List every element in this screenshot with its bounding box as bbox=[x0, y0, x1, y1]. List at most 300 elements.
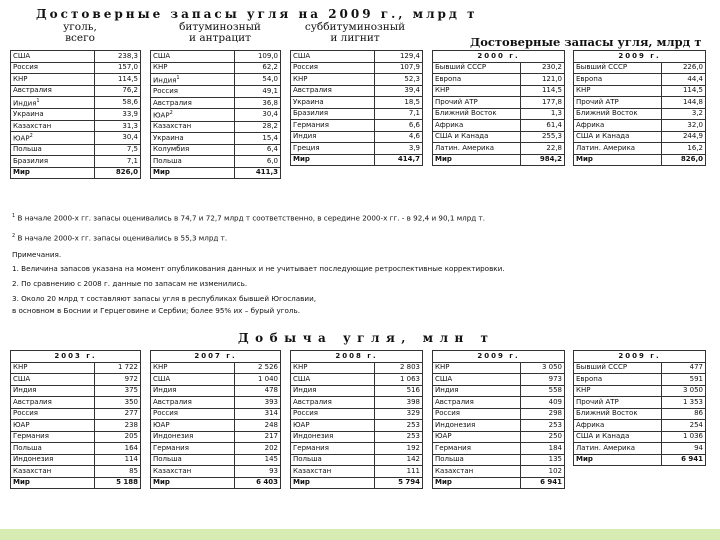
row-name-text: Россия bbox=[293, 63, 318, 72]
table-row bbox=[11, 144, 141, 156]
row-name bbox=[291, 97, 375, 109]
row-value: 414,7 bbox=[375, 154, 423, 166]
row-name bbox=[574, 131, 662, 143]
row-name bbox=[433, 120, 521, 132]
row-name bbox=[433, 362, 521, 374]
row-value: 329 bbox=[375, 408, 423, 420]
note-1: 1. Величина запасов указана на момент опубликования данных и не учитывает последующие ретроспективные корректировки. bbox=[12, 264, 505, 273]
row-name bbox=[11, 74, 95, 86]
row-name bbox=[433, 397, 521, 409]
production-2003-table bbox=[10, 350, 141, 489]
row-name-text: Индонезия bbox=[435, 420, 476, 429]
row-value: 6 403 bbox=[235, 477, 281, 489]
row-name bbox=[433, 108, 521, 120]
table-row bbox=[11, 85, 141, 97]
row-value: 202 bbox=[235, 443, 281, 455]
row-value: 1,3 bbox=[521, 108, 565, 120]
row-name-text: Индия bbox=[435, 386, 459, 395]
row-value: 93 bbox=[235, 466, 281, 478]
table-row bbox=[574, 397, 706, 409]
reserves-bituminous-table bbox=[150, 50, 281, 179]
row-value: 145 bbox=[235, 454, 281, 466]
row-value: 205 bbox=[95, 431, 141, 443]
row-value: 244,9 bbox=[662, 131, 706, 143]
row-name-text: Австралия bbox=[293, 86, 332, 95]
table-row bbox=[151, 454, 281, 466]
table-row bbox=[11, 408, 141, 420]
production-2009-table bbox=[432, 350, 565, 489]
row-name bbox=[574, 385, 662, 397]
row-value: 238,3 bbox=[95, 51, 141, 63]
row-name-text: Казахстан bbox=[13, 121, 52, 130]
row-name-text: Африка bbox=[576, 120, 605, 129]
row-name-text: Россия bbox=[13, 63, 38, 72]
footnote-1 bbox=[12, 212, 485, 222]
row-name bbox=[291, 62, 375, 74]
row-name bbox=[151, 109, 235, 121]
row-name-text: Колумбия bbox=[153, 145, 190, 154]
row-name bbox=[574, 62, 662, 74]
row-name bbox=[151, 397, 235, 409]
row-value: 3,2 bbox=[662, 108, 706, 120]
table-row bbox=[151, 374, 281, 386]
row-name-text: Россия bbox=[13, 409, 38, 418]
row-value: 298 bbox=[521, 408, 565, 420]
note-3: 3. Около 20 млрд т составляют запасы угля в республиках бывшей Югославии, bbox=[12, 294, 317, 303]
row-name-text: ЮАР bbox=[293, 420, 310, 429]
table-header: 2009 г. bbox=[574, 351, 706, 363]
row-name-text: США bbox=[153, 51, 171, 60]
table-row bbox=[11, 51, 141, 63]
row-name-text: Германия bbox=[293, 120, 329, 129]
row-value: 826,0 bbox=[95, 167, 141, 179]
row-name-text: США и Канада bbox=[576, 432, 630, 441]
table-row bbox=[574, 431, 706, 443]
row-value: 226,0 bbox=[662, 62, 706, 74]
row-name-text: Индонезия bbox=[13, 455, 54, 464]
row-name-text: Мир bbox=[153, 168, 170, 177]
table-row bbox=[11, 120, 141, 132]
table-row bbox=[291, 385, 423, 397]
row-value: 52,3 bbox=[375, 74, 423, 86]
table-row bbox=[11, 132, 141, 144]
footnote-1-marker: 1 bbox=[12, 213, 16, 219]
table-row bbox=[291, 454, 423, 466]
row-name-text: Ближний Восток bbox=[576, 409, 638, 418]
table-row bbox=[574, 108, 706, 120]
row-name-text: КНР bbox=[576, 86, 591, 95]
row-value: 1 040 bbox=[235, 374, 281, 386]
row-name-text: Польша bbox=[13, 443, 42, 452]
row-name-text: ЮАР bbox=[435, 432, 452, 441]
table-row bbox=[433, 85, 565, 97]
row-value: 253 bbox=[375, 420, 423, 432]
table-row bbox=[433, 385, 565, 397]
row-value: 76,2 bbox=[95, 85, 141, 97]
table-row bbox=[11, 74, 141, 86]
row-value: 3,9 bbox=[375, 143, 423, 155]
row-name bbox=[11, 144, 95, 156]
row-name bbox=[151, 454, 235, 466]
row-name bbox=[291, 466, 375, 478]
row-value: 164 bbox=[95, 443, 141, 455]
row-value: 36,8 bbox=[235, 97, 281, 109]
row-value: 5 794 bbox=[375, 477, 423, 489]
row-name-text: Польша bbox=[153, 455, 182, 464]
row-name-text: Индонезия bbox=[293, 432, 334, 441]
row-value: 135 bbox=[521, 454, 565, 466]
row-value: 398 bbox=[375, 397, 423, 409]
table-row bbox=[291, 51, 423, 63]
row-name bbox=[433, 85, 521, 97]
row-name bbox=[433, 385, 521, 397]
row-value: 2 803 bbox=[375, 362, 423, 374]
row-name bbox=[291, 85, 375, 97]
table-row bbox=[433, 362, 565, 374]
table-row bbox=[574, 62, 706, 74]
row-name bbox=[151, 420, 235, 432]
row-name bbox=[574, 454, 662, 466]
table-row bbox=[433, 443, 565, 455]
row-name-text: ЮАР bbox=[153, 420, 170, 429]
row-value: 15,4 bbox=[235, 133, 281, 145]
table-row bbox=[291, 97, 423, 109]
note-3-cont: в основном в Боснии и Герцеговине и Сербии; более 95% их – бурый уголь. bbox=[12, 306, 301, 315]
row-name-text: Германия bbox=[293, 443, 329, 452]
table-row bbox=[291, 120, 423, 132]
row-name bbox=[291, 154, 375, 166]
table-row bbox=[574, 143, 706, 155]
row-name bbox=[574, 108, 662, 120]
row-value: 250 bbox=[521, 431, 565, 443]
table-header-row bbox=[151, 351, 281, 363]
table-header-row bbox=[11, 351, 141, 363]
row-name-text: Индия bbox=[13, 99, 37, 108]
row-value: 478 bbox=[235, 385, 281, 397]
row-name bbox=[151, 431, 235, 443]
row-value: 1 036 bbox=[662, 431, 706, 443]
row-name bbox=[291, 397, 375, 409]
table-row bbox=[11, 109, 141, 121]
row-name bbox=[574, 431, 662, 443]
row-name-text: Казахстан bbox=[435, 466, 474, 475]
table-total-row bbox=[433, 154, 565, 166]
row-name-text: КНР bbox=[293, 363, 308, 372]
row-value: 54,0 bbox=[235, 74, 281, 86]
row-value: 107,9 bbox=[375, 62, 423, 74]
production-2007-table bbox=[150, 350, 281, 489]
row-name-text: Индия bbox=[13, 386, 37, 395]
row-value: 7,5 bbox=[95, 144, 141, 156]
reserves-2000-table bbox=[432, 50, 565, 166]
row-name bbox=[291, 51, 375, 63]
row-name bbox=[151, 408, 235, 420]
row-name bbox=[433, 143, 521, 155]
row-value: 3 050 bbox=[662, 385, 706, 397]
table-row bbox=[433, 97, 565, 109]
row-name-text: Казахстан bbox=[13, 466, 52, 475]
table-row bbox=[11, 97, 141, 109]
table-row bbox=[291, 362, 423, 374]
table-row bbox=[291, 397, 423, 409]
footnote-marker: 1 bbox=[176, 75, 180, 81]
table-row bbox=[433, 74, 565, 86]
row-name-text: КНР bbox=[576, 386, 591, 395]
table-row bbox=[151, 443, 281, 455]
row-name-text: Латин. Америка bbox=[435, 143, 495, 152]
table-row bbox=[291, 466, 423, 478]
production-title: Добыча угля, млн т bbox=[238, 331, 495, 345]
row-value: 3 050 bbox=[521, 362, 565, 374]
row-name bbox=[433, 97, 521, 109]
header-coal: уголь, всего bbox=[63, 21, 97, 44]
row-name bbox=[433, 62, 521, 74]
row-name-text: Мир bbox=[435, 478, 452, 487]
row-name-text: Бразилия bbox=[293, 109, 329, 118]
row-name bbox=[574, 97, 662, 109]
reserves-2009-regions-table bbox=[573, 50, 706, 166]
row-value: 85 bbox=[95, 466, 141, 478]
table-row bbox=[433, 108, 565, 120]
row-name bbox=[433, 131, 521, 143]
footnote-marker: 1 bbox=[36, 98, 40, 104]
table-row bbox=[11, 431, 141, 443]
row-name bbox=[574, 397, 662, 409]
table-row bbox=[291, 85, 423, 97]
table-row bbox=[151, 431, 281, 443]
row-name-text: Индия bbox=[293, 132, 317, 141]
row-name bbox=[291, 143, 375, 155]
table-row bbox=[574, 74, 706, 86]
row-name-text: Европа bbox=[576, 74, 603, 83]
row-name-text: Бразилия bbox=[13, 156, 49, 165]
row-name-text: Индия bbox=[153, 386, 177, 395]
table-header: 2008 г. bbox=[291, 351, 423, 363]
row-value: 2 526 bbox=[235, 362, 281, 374]
table-row bbox=[574, 420, 706, 432]
bottom-accent-bar bbox=[0, 529, 720, 540]
table-row bbox=[151, 420, 281, 432]
row-value: 277 bbox=[95, 408, 141, 420]
row-name bbox=[11, 466, 95, 478]
row-value: 30,4 bbox=[95, 132, 141, 144]
row-name bbox=[151, 385, 235, 397]
row-name bbox=[291, 108, 375, 120]
table-row bbox=[151, 144, 281, 156]
table-row bbox=[291, 408, 423, 420]
row-name bbox=[11, 167, 95, 179]
row-value: 255,3 bbox=[521, 131, 565, 143]
table-row bbox=[11, 454, 141, 466]
row-name-text: Мир bbox=[293, 478, 310, 487]
row-value: 192 bbox=[375, 443, 423, 455]
row-value: 33,9 bbox=[95, 109, 141, 121]
row-name-text: Прочий АТР bbox=[576, 97, 619, 106]
row-name-text: Австралия bbox=[293, 397, 332, 406]
row-name bbox=[574, 143, 662, 155]
row-name bbox=[151, 133, 235, 145]
table-header: 2007 г. bbox=[151, 351, 281, 363]
row-name bbox=[433, 466, 521, 478]
row-name-text: США bbox=[13, 51, 31, 60]
row-value: 94 bbox=[662, 443, 706, 455]
row-value: 44,4 bbox=[662, 74, 706, 86]
row-name bbox=[151, 97, 235, 109]
row-value: 4,6 bbox=[375, 131, 423, 143]
row-name bbox=[291, 131, 375, 143]
row-name-text: Казахстан bbox=[153, 466, 192, 475]
row-name-text: Украина bbox=[293, 97, 324, 106]
row-value: 39,4 bbox=[375, 85, 423, 97]
row-value: 109,0 bbox=[235, 51, 281, 63]
row-value: 102 bbox=[521, 466, 565, 478]
row-name bbox=[433, 154, 521, 166]
row-value: 177,8 bbox=[521, 97, 565, 109]
row-name-text: Австралия bbox=[13, 397, 52, 406]
row-name-text: Бывший СССР bbox=[435, 63, 487, 72]
row-value: 114 bbox=[95, 454, 141, 466]
row-name-text: Европа bbox=[435, 74, 462, 83]
row-value: 558 bbox=[521, 385, 565, 397]
row-name bbox=[11, 85, 95, 97]
row-value: 7,1 bbox=[375, 108, 423, 120]
row-name-text: Прочий АТР bbox=[576, 397, 619, 406]
row-name bbox=[11, 477, 95, 489]
row-value: 114,5 bbox=[521, 85, 565, 97]
row-value: 230,2 bbox=[521, 62, 565, 74]
row-value: 86 bbox=[662, 408, 706, 420]
row-name bbox=[11, 362, 95, 374]
row-name bbox=[151, 144, 235, 156]
row-name-text: Австралия bbox=[153, 397, 192, 406]
row-value: 6,4 bbox=[235, 144, 281, 156]
table-row bbox=[151, 133, 281, 145]
row-name bbox=[151, 74, 235, 86]
row-value: 32,0 bbox=[662, 120, 706, 132]
row-name-text: Австралия bbox=[13, 86, 52, 95]
table-header: 2009 г. bbox=[574, 51, 706, 63]
table-header: 2003 г. bbox=[11, 351, 141, 363]
table-row bbox=[151, 51, 281, 63]
table-total-row bbox=[11, 167, 141, 179]
table-row bbox=[433, 466, 565, 478]
table-row bbox=[291, 131, 423, 143]
table-row bbox=[433, 143, 565, 155]
table-total-row bbox=[433, 477, 565, 489]
footnote-marker: 2 bbox=[169, 110, 173, 117]
row-name bbox=[11, 132, 95, 144]
table-row bbox=[574, 85, 706, 97]
row-name bbox=[151, 374, 235, 386]
row-name-text: Мир bbox=[576, 155, 593, 164]
table-row bbox=[291, 62, 423, 74]
table-row bbox=[151, 109, 281, 121]
row-name bbox=[291, 362, 375, 374]
row-name-text: Германия bbox=[435, 443, 471, 452]
table-header: 2009 г. bbox=[433, 351, 565, 363]
row-value: 6,0 bbox=[235, 156, 281, 168]
table-row bbox=[151, 385, 281, 397]
table-row bbox=[433, 62, 565, 74]
row-name-text: ЮАР bbox=[153, 111, 170, 120]
row-value: 411,3 bbox=[235, 167, 281, 179]
row-name-text: Россия bbox=[435, 409, 460, 418]
row-value: 114,5 bbox=[95, 74, 141, 86]
row-name bbox=[291, 385, 375, 397]
row-value: 238 bbox=[95, 420, 141, 432]
row-name bbox=[11, 120, 95, 132]
row-value: 248 bbox=[235, 420, 281, 432]
row-name bbox=[291, 477, 375, 489]
row-value: 6,6 bbox=[375, 120, 423, 132]
row-value: 516 bbox=[375, 385, 423, 397]
row-name bbox=[151, 51, 235, 63]
row-name-text: КНР bbox=[153, 363, 168, 372]
row-name bbox=[151, 362, 235, 374]
row-value: 49,1 bbox=[235, 86, 281, 98]
row-value: 114,5 bbox=[662, 85, 706, 97]
row-value: 61,4 bbox=[521, 120, 565, 132]
table-total-row bbox=[151, 167, 281, 179]
row-name-text: Африка bbox=[435, 120, 464, 129]
row-name-text: Австралия bbox=[435, 397, 474, 406]
row-name-text: США bbox=[153, 374, 171, 383]
row-name-text: Латин. Америка bbox=[576, 443, 636, 452]
row-name-text: Мир bbox=[13, 478, 30, 487]
row-name bbox=[574, 408, 662, 420]
row-name-text: Прочий АТР bbox=[435, 97, 478, 106]
row-name bbox=[574, 85, 662, 97]
row-value: 31,3 bbox=[95, 120, 141, 132]
row-name bbox=[11, 97, 95, 109]
row-name bbox=[574, 443, 662, 455]
row-value: 409 bbox=[521, 397, 565, 409]
table-row bbox=[574, 408, 706, 420]
row-name-text: Латин. Америка bbox=[576, 143, 636, 152]
row-value: 18,5 bbox=[375, 97, 423, 109]
row-name-text: Бывший СССР bbox=[576, 363, 628, 372]
row-value: 984,2 bbox=[521, 154, 565, 166]
table-header-row bbox=[574, 351, 706, 363]
row-name-text: КНР bbox=[435, 363, 450, 372]
row-name bbox=[11, 420, 95, 432]
row-name-text: Россия bbox=[153, 409, 178, 418]
table-row bbox=[151, 408, 281, 420]
row-value: 253 bbox=[521, 420, 565, 432]
table-row bbox=[151, 362, 281, 374]
table-row bbox=[574, 374, 706, 386]
row-name bbox=[151, 466, 235, 478]
row-value: 157,0 bbox=[95, 62, 141, 74]
table-row bbox=[291, 420, 423, 432]
row-name-text: Россия bbox=[293, 409, 318, 418]
row-name-text: США bbox=[293, 374, 311, 383]
table-row bbox=[574, 120, 706, 132]
row-name-text: ЮАР bbox=[13, 420, 30, 429]
row-value: 1 353 bbox=[662, 397, 706, 409]
row-name-text: Мир bbox=[576, 455, 593, 464]
row-name bbox=[11, 385, 95, 397]
footnote-marker: 2 bbox=[29, 133, 33, 140]
table-row bbox=[11, 466, 141, 478]
table-row bbox=[433, 431, 565, 443]
table-row bbox=[433, 374, 565, 386]
row-name bbox=[151, 443, 235, 455]
table-row bbox=[11, 156, 141, 168]
reserves-subbituminous-table bbox=[290, 50, 423, 166]
row-name-text: США bbox=[435, 374, 453, 383]
table-row bbox=[151, 74, 281, 86]
